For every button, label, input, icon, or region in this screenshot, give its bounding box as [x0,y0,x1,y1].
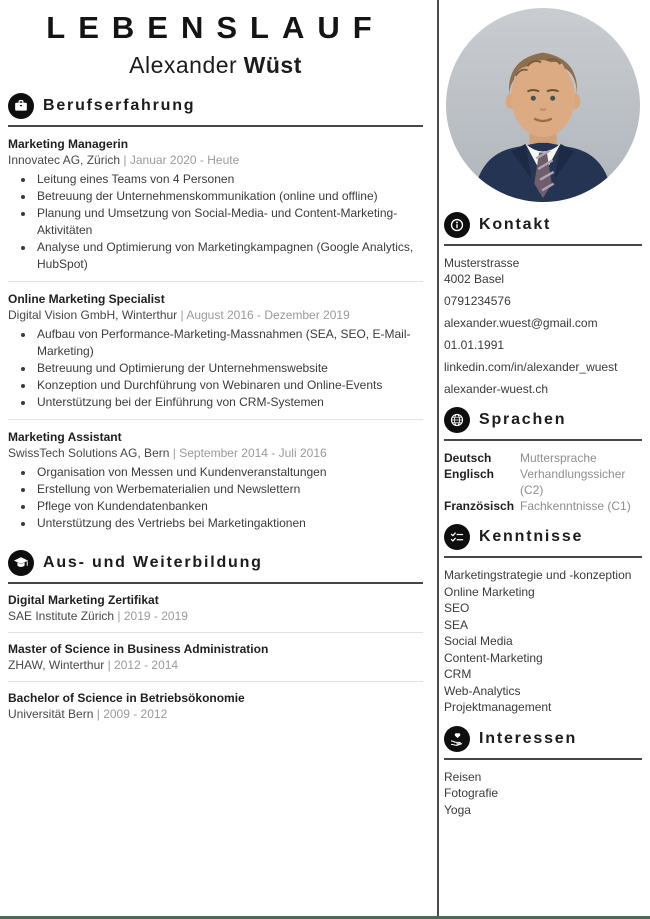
education-institution: SAE Institute Zürich [8,609,115,623]
meta-separator: | [107,658,111,672]
section-skills [444,524,642,716]
contact-street: Musterstrasse [444,256,520,270]
first-name: Alexander [129,52,238,78]
job-company: Digital Vision GmbH, Winterthur [8,308,178,322]
section-title-contact: Kontakt [479,216,552,233]
education-meta [8,657,423,674]
contact-birthdate: 01.01.1991 [444,338,505,352]
section-interests [444,726,642,819]
person-name [8,52,423,79]
job-meta [8,445,423,462]
checklist-icon [444,524,470,550]
interest-item: Reisen [444,769,482,784]
skill-item: SEO [444,601,470,615]
contact-phone: 0791234576 [444,294,511,308]
interest-item: Fotografie [444,786,499,800]
education-entry [8,584,423,633]
education-period: 2019 - 2019 [123,609,188,623]
education-entry [8,633,423,682]
job-title: Marketing Assistant [8,430,122,444]
section-education [8,550,423,730]
job-bullet: • Konzeption und Durchführung von Webinaren und Online-Events [35,377,423,394]
section-header [444,407,642,433]
meta-separator: | [117,609,121,623]
skill-item: Social Media [444,634,513,648]
section-experience [8,93,423,540]
contact-email: alexander.wuest@gmail.com [444,316,598,330]
language-name: Englisch [444,467,495,481]
skill-item: Web-Analytics [444,683,521,698]
header [8,10,423,79]
section-rule [444,758,642,760]
language-name: Französisch [444,499,515,513]
job-bullets [8,326,423,411]
job-company: Innovatec AG, Zürich [8,153,121,167]
section-header [8,93,423,119]
meta-separator: | [96,707,100,721]
section-title-education: Aus- und Weiterbildung [43,554,263,571]
contact-website: alexander-wuest.ch [444,382,549,396]
section-contact [444,212,642,397]
meta-separator: | [180,308,184,322]
language-level: Verhandlungssicher (C2) [520,467,626,497]
skill-item: CRM [444,667,472,681]
job-period: Januar 2020 - Heute [129,153,240,167]
job-bullet: • Analyse und Optimierung von Marketingkampagnen (Google Analytics, HubSpot) [35,239,423,273]
education-meta [8,608,423,625]
education-title: Master of Science in Business Administration [8,642,269,656]
job-bullets [8,171,423,273]
job-bullet: • Aufbau von Performance-Marketing-Massnahmen (SEA, SEO, E-Mail-Marketing) [35,326,423,360]
language-name: Deutsch [444,451,492,465]
education-institution: Universität Bern [8,707,94,721]
job-bullet: • Unterstützung des Vertriebs bei Marketingaktionen [35,515,423,532]
job-bullet: • Erstellung von Werbematerialien und Newslettern [35,481,423,498]
job-bullet: • Betreuung der Unternehmenskommunikation (online und offline) [35,188,423,205]
education-period: 2012 - 2014 [114,658,179,672]
briefcase-icon [8,93,34,119]
section-rule [444,439,642,441]
education-title: Digital Marketing Zertifikat [8,593,159,607]
info-icon [444,212,470,238]
section-header [444,524,642,550]
education-period: 2009 - 2012 [103,707,168,721]
contact-list [444,255,642,397]
job-entry [8,420,423,540]
education-meta [8,706,423,723]
job-bullet: • Leitung eines Teams von 4 Personen [35,171,423,188]
language-row [444,450,642,466]
skill-item: SEA [444,617,469,632]
job-bullet: • Planung und Umsetzung von Social-Media- und Content-Marketing-Aktivitäten [35,205,423,239]
skill-item: Content-Marketing [444,650,543,665]
language-row [444,466,642,498]
skill-item: Projektmanagement [444,700,552,714]
job-title: Marketing Managerin [8,137,129,151]
section-rule [444,556,642,558]
job-bullet: • Organisation von Messen und Kundenveranstaltungen [35,464,423,481]
hand-heart-icon [444,726,470,752]
section-title-skills: Kenntnisse [479,528,584,545]
section-title-languages: Sprachen [479,411,567,428]
graduation-cap-icon [8,550,34,576]
section-header [444,212,642,238]
job-title: Online Marketing Specialist [8,292,165,306]
section-languages [444,407,642,514]
job-company: SwissTech Solutions AG, Bern [8,446,170,460]
job-entry [8,282,423,420]
job-period: August 2016 - Dezember 2019 [186,308,350,322]
meta-separator: | [123,153,127,167]
section-header [8,550,423,576]
meta-separator: | [172,446,176,460]
section-rule [444,244,642,246]
job-bullet: • Unterstützung bei der Einführung von CRM-Systemen [35,394,423,411]
education-institution: ZHAW, Winterthur [8,658,105,672]
skill-item: Marketingstrategie und -konzeption [444,568,632,582]
contact-linkedin: linkedin.com/in/alexander_wuest [444,360,618,374]
skill-item: Online Marketing [444,584,535,599]
contact-city: 4002 Basel [444,272,505,286]
interest-list [444,769,642,819]
job-bullet: • Betreuung und Optimierung der Unternehmenswebsite [35,360,423,377]
profile-photo [446,8,640,202]
language-level: Muttersprache [520,451,597,465]
section-header [444,726,642,752]
language-row [444,498,642,514]
interest-item: Yoga [444,802,471,817]
section-title-experience: Berufserfahrung [43,97,196,114]
job-meta [8,152,423,169]
last-name: Wüst [243,52,302,78]
page-title: LEBENSLAUF [46,10,385,45]
education-entry [8,682,423,730]
education-title: Bachelor of Science in Betriebsökonomie [8,691,245,705]
job-meta [8,307,423,324]
job-entry [8,127,423,282]
job-bullets [8,464,423,532]
job-bullet: • Pflege von Kundendatenbanken [35,498,423,515]
skill-list [444,567,642,716]
language-table [444,450,642,514]
section-title-interests: Interessen [479,729,578,747]
globe-icon [444,407,470,433]
sidebar [439,0,650,919]
job-period: September 2014 - Juli 2016 [179,446,327,460]
language-level: Fachkenntnisse (C1) [520,499,631,513]
